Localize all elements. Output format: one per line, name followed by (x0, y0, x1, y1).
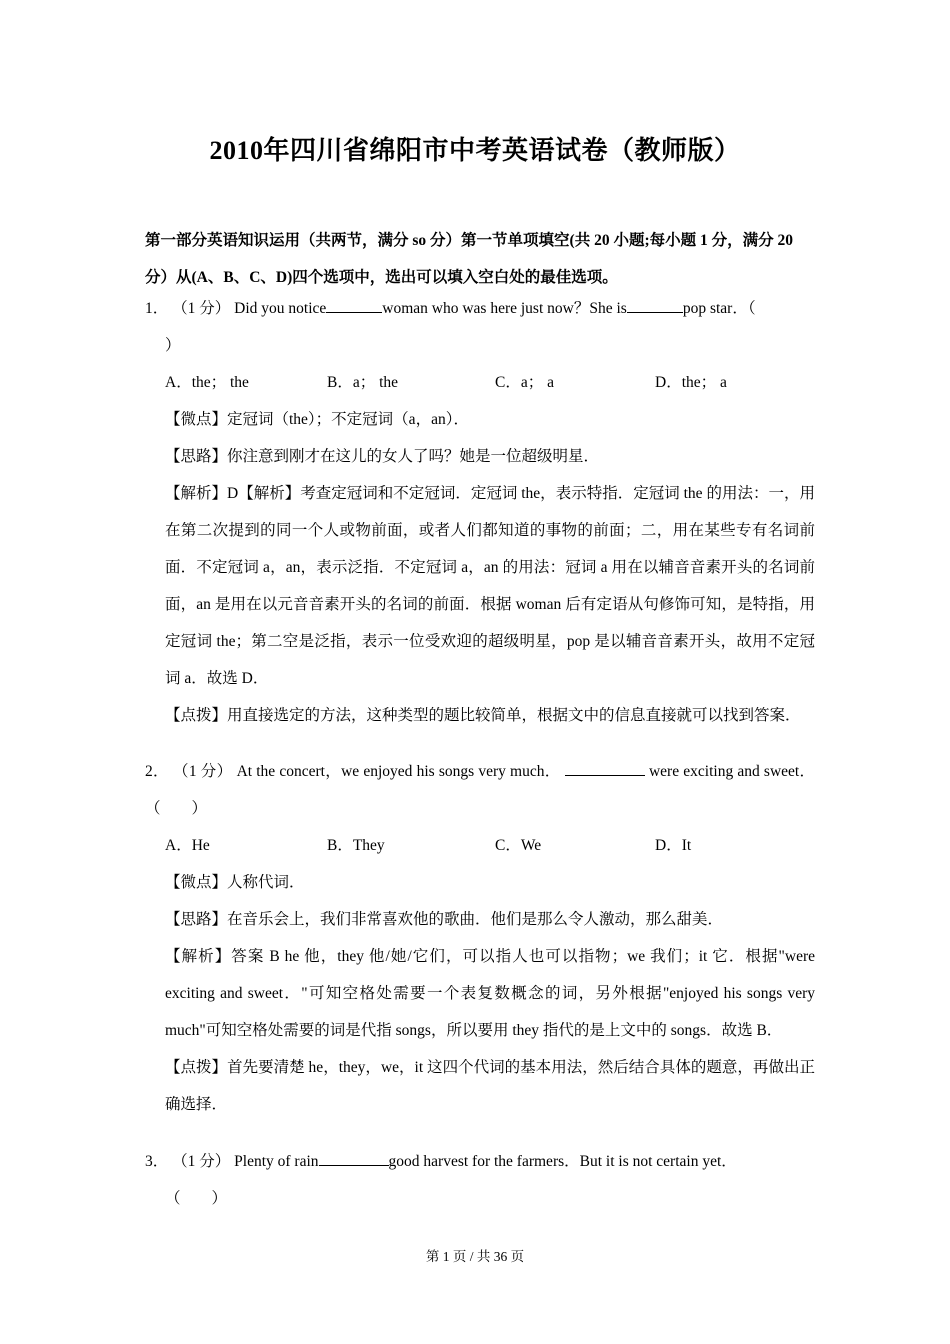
question-1-stem: 1． （1 分） Did you notice woman who was here just now？She is pop star．（ (145, 300, 756, 317)
options-row (145, 364, 815, 401)
question-number: 1． (145, 300, 169, 317)
answer-blank (319, 1151, 389, 1166)
option-d: D．the； a (655, 374, 727, 391)
answer-blank (627, 298, 683, 313)
question-3-stem: 3． （1 分） Plenty of rain good harvest for the farmers．But it is not certain yet． (145, 1153, 737, 1170)
option-a: A．He (165, 837, 210, 854)
question-score: （1 分） (172, 1153, 231, 1170)
question-3: 3． （1 分） Plenty of rain good harvest for the farmers．But it is not certain yet． （ ） (145, 1143, 815, 1217)
option-a: A．the； the (165, 374, 249, 391)
question-1: 1． （1 分） Did you notice woman who was here just now？She is pop star．（ ） A．the； the B．a； the C．a； a D．the； a 【微点】定冠词（the）；不定冠词（a，an）． 【思路】你注意到刚才在这儿的女人了吗？她是一位超级明星． 【解析】D【解析】考查定冠词和不定冠词．定冠词 the，表示特指．定冠词 the 的用法：一，用在第二次提到的同一个人或物前面，或者人们都知道的事物的前面；二，用在某些专有名词前面．不定冠词 a，an，表示泛指．不定冠词 a，an 的用法：冠词 a 用在以辅音音素开头的名词前面，an 是用在以元音音素开头的名词的前面．根据 woman 后有定语从句修饰可知，是特指，用定冠词 the；第二空是泛指，表示一位受欢迎的超级明星，pop 是以辅音音素开头，故用不定冠词 a．故选 D． 【点拨】用直接选定的方法，这种类型的题比较简单，根据文中的信息直接就可以找到答案． (145, 290, 815, 734)
idea-section: 【思路】在音乐会上，我们非常喜欢他的歌曲．他们是那么令人激动，那么甜美． (165, 911, 724, 928)
point-section: 【微点】人称代词． (165, 874, 305, 891)
page-footer: 第 1 页 / 共 36 页 (425, 1249, 525, 1264)
answer-blank (326, 298, 382, 313)
question-number: 2． (145, 763, 169, 780)
question-2 (145, 753, 815, 1123)
question-score: （1 分） (173, 763, 233, 780)
section-intro: 第一部分英语知识运用（共两节，满分 so 分）第一节单项填空(共 20 小题;每小题 1 分，满分 20 分）从(A、B、C、D)四个选项中，选出可以填入空白处的最佳选项。 (145, 232, 793, 286)
option-c: C．a； a (495, 374, 554, 391)
page-title: 2010年四川省绵阳市中考英语试卷（教师版） (209, 136, 741, 165)
question-score: （1 分） (172, 300, 231, 317)
answer-blank (565, 761, 645, 776)
tip-section: 【点拨】用直接选定的方法，这种类型的题比较简单，根据文中的信息直接就可以找到答案． (165, 707, 801, 724)
point-section: 【微点】定冠词（the）；不定冠词（a，an）． (165, 411, 469, 428)
option-c: C．We (495, 837, 542, 854)
option-b: B．a； the (327, 374, 399, 391)
option-d: D．It (655, 837, 692, 854)
option-b: B．They (327, 837, 385, 854)
idea-section: 【思路】你注意到刚才在这儿的女人了吗？她是一位超级明星． (165, 448, 600, 465)
options-row (145, 827, 815, 864)
question-2-stem: 2． （1 分） At the concert，we enjoyed his songs very much． were exciting and sweet．（ ） (145, 763, 816, 817)
question-number: 3． (145, 1153, 169, 1170)
analysis-section: 【解析】答案 B he 他，they 他/她/它们，可以指人也可以指物；we 我们；it 它．根据"were exciting and sweet．"可知空格处需要一个表复数概念的词，另外根据"enjoyed his songs very much"可知空格处需要的词是代指 songs，所以要用 they 指代的是上文中的 songs．故选 B． (165, 948, 815, 1039)
tip-section: 【点拨】首先要清楚 he，they，we，it 这四个代词的基本用法，然后结合具体的题意，再做出正确选择． (165, 1059, 815, 1113)
analysis-section: 【解析】D【解析】考查定冠词和不定冠词．定冠词 the，表示特指．定冠词 the 的用法：一，用在第二次提到的同一个人或物前面，或者人们都知道的事物的前面；二，用在某些专有名词前面．不定冠词 a，an，表示泛指．不定冠词 a，an 的用法：冠词 a 用在以辅音音素开头的名词前面，an 是用在以元音音素开头的名词的前面．根据 woman 后有定语从句修饰可知，是特指，用定冠词 the；第二空是泛指，表示一位受欢迎的超级明星，pop 是以辅音音素开头，故用不定冠词 a．故选 D． (165, 485, 815, 687)
